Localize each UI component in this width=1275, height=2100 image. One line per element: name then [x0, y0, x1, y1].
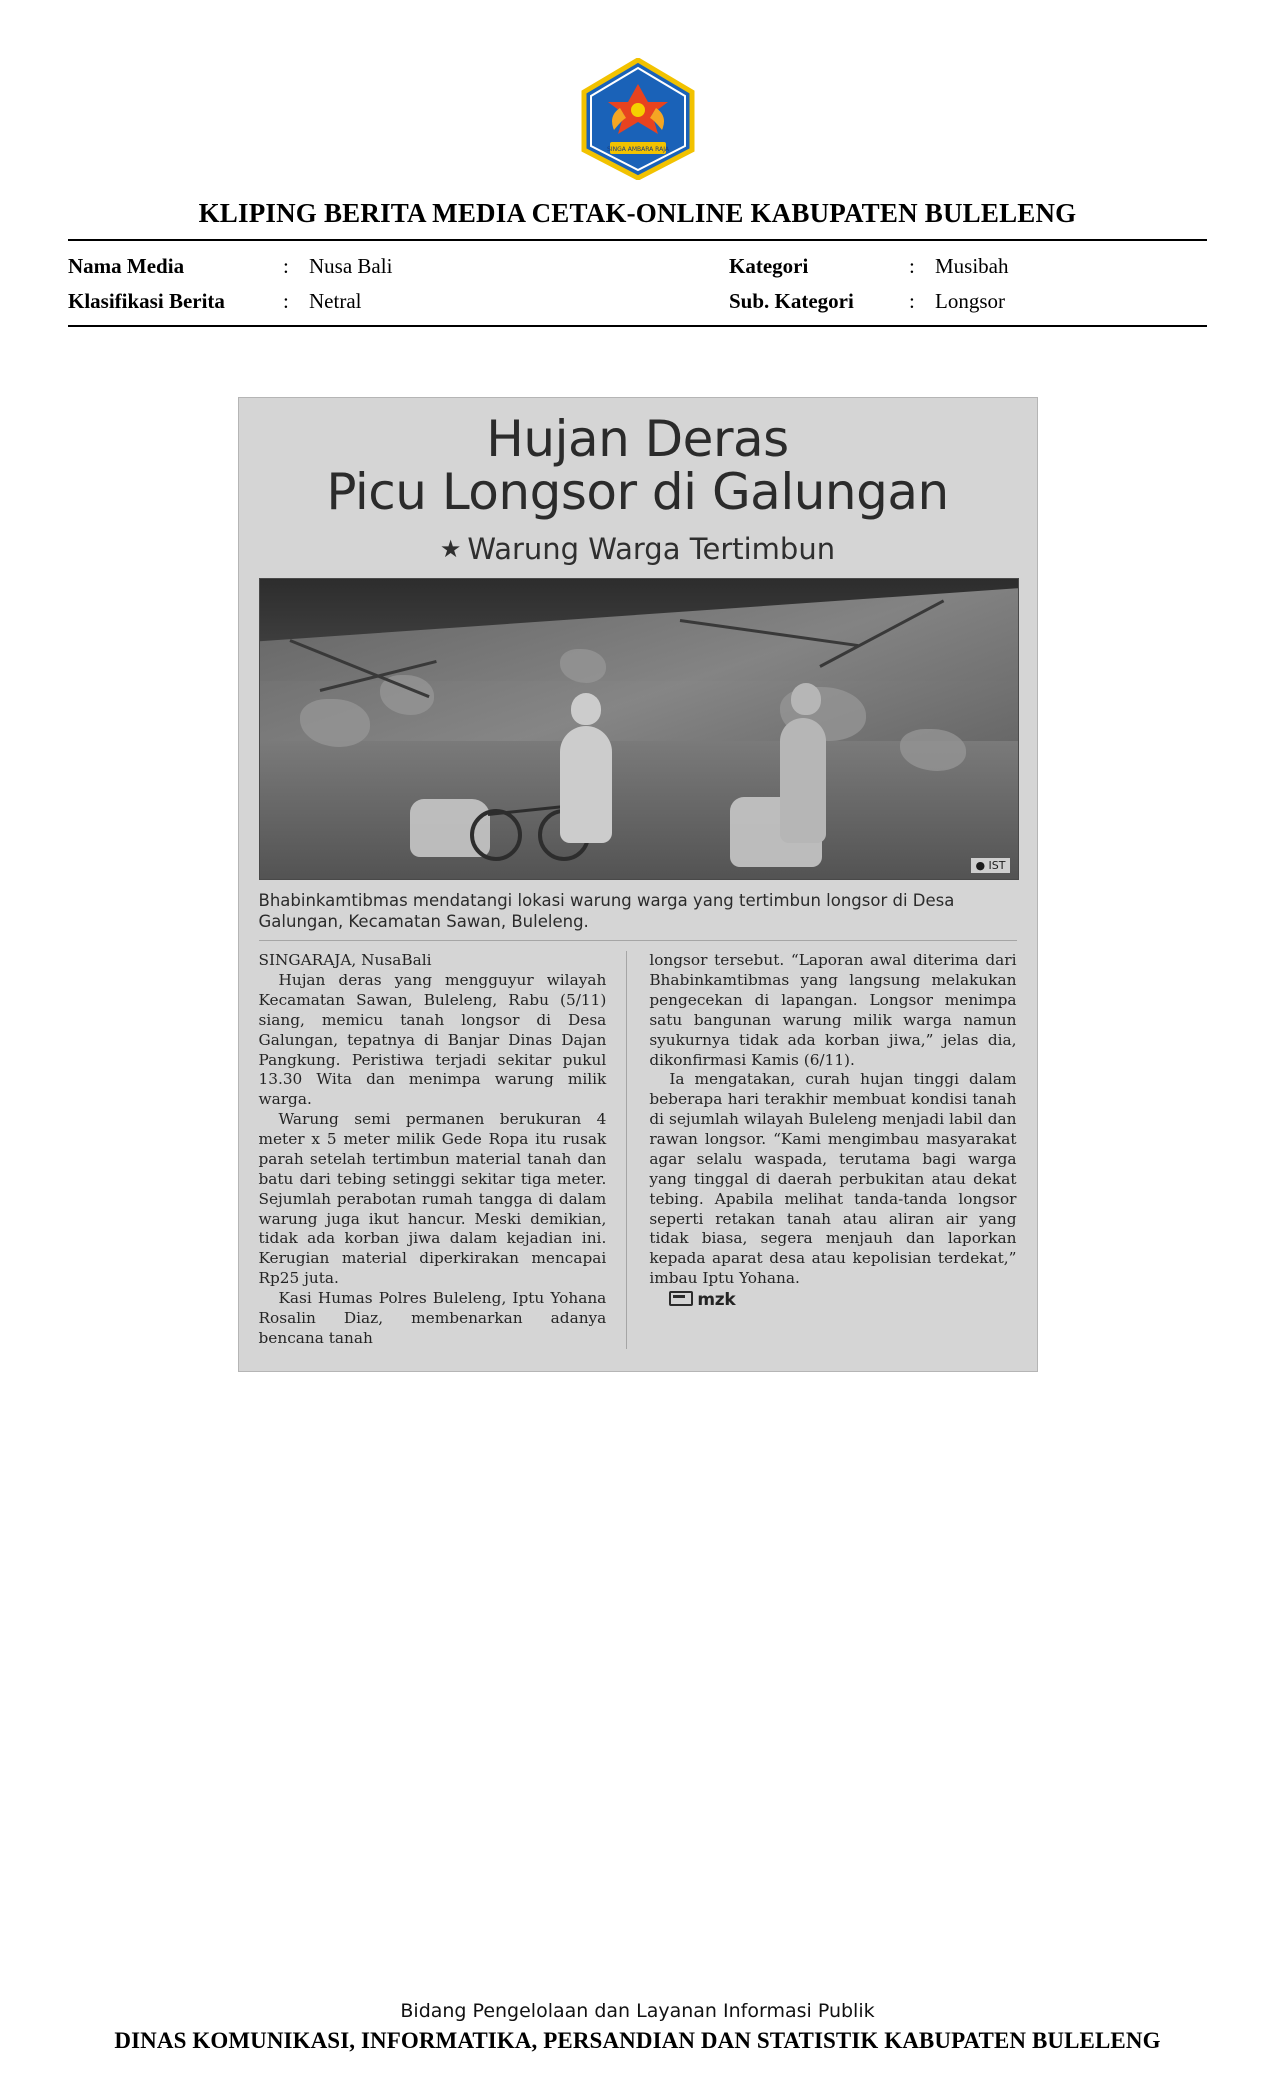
page-footer	[68, 2000, 1207, 2060]
photo-debris	[260, 741, 1018, 879]
clipping-subheadline	[259, 532, 1017, 566]
headline-line-1: Hujan Deras	[486, 410, 789, 468]
newspaper-clipping	[238, 397, 1038, 1372]
article-column-left	[259, 951, 628, 1349]
headline-line-2: Picu Longsor di Galungan	[326, 463, 949, 521]
dateline: SINGARAJA, NusaBali	[258, 951, 432, 970]
classification-value: Netral	[309, 289, 362, 313]
media-value: Nusa Bali	[309, 254, 393, 278]
classification-colon: :	[283, 289, 289, 313]
photo-person-standing	[780, 683, 826, 843]
subcategory-label: Sub. Kategori	[729, 289, 854, 313]
paragraph: Warung semi permanen berukuran 4 meter x 5 meter milik Gede Ropa itu rusak parah setelah tertimbun material tanah dan batu dari tebing setinggi sekitar tiga meter. Sejumlah perabotan rumah tangga di dalam warung juga ikut hancur. Meski demikian, tidak ada korban jiwa dalam kejadian ini. Kerugian material diperkirakan mencapai Rp25 juta.	[258, 1110, 607, 1288]
paragraph: Kasi Humas Polres Buleleng, Iptu Yohana Rosalin Diaz, membenarkan adanya bencana tanah	[258, 1289, 607, 1347]
table-row	[68, 249, 1207, 284]
metadata-table	[68, 249, 1207, 319]
photo-person-raincoat	[560, 693, 612, 843]
byline-line	[649, 1289, 1016, 1311]
article-body	[259, 951, 1017, 1349]
photo-credit: ● IST	[971, 858, 1009, 873]
paragraph: Hujan deras yang mengguyur wilayah Kecamatan Sawan, Buleleng, Rabu (5/11) siang, memicu tanah longsor di Desa Galungan, tepatnya di Banjar Dinas Dajan Pangkung. Peristiwa terjadi sekitar pukul 13.30 Wita dan menimpa warung milik warga.	[258, 971, 607, 1109]
category-colon: :	[909, 254, 915, 278]
clipping-headline	[259, 410, 1017, 521]
subcategory-value: Longsor	[935, 289, 1005, 313]
logo-container	[68, 58, 1207, 180]
footer-agency: DINAS KOMUNIKASI, INFORMATIKA, PERSANDIAN DAN STATISTIK KABUPATEN BULELENG	[114, 2028, 1161, 2053]
page-title: KLIPING BERITA MEDIA CETAK-ONLINE KABUPATEN BULELENG	[198, 198, 1077, 228]
footer-division: Bidang Pengelolaan dan Layanan Informasi Publik	[400, 2000, 875, 2022]
classification-label: Klasifikasi Berita	[68, 289, 225, 313]
clipping-photo	[259, 578, 1019, 880]
photo-caption: Bhabinkamtibmas mendatangi lokasi warung warga yang tertimbun longsor di Desa Galungan, Kecamatan Sawan, Buleleng.	[259, 890, 1017, 941]
svg-text:SINGA AMBARA RAJA: SINGA AMBARA RAJA	[606, 146, 669, 153]
category-label: Kategori	[729, 254, 809, 278]
reporter-icon	[669, 1291, 693, 1306]
article-column-right	[649, 951, 1016, 1349]
category-value: Musibah	[935, 254, 1009, 278]
paragraph: longsor tersebut. “Laporan awal diterima dari Bhabinkamtibmas yang langsung melakukan pengecekan di lapangan. Longsor menimpa satu bangunan warung milik warga namun syukurnya tidak ada korban jiwa,” jelas dia, dikonfirmasi Kamis (6/11).	[649, 951, 1017, 1069]
star-icon: ★	[439, 535, 462, 563]
byline: mzk	[697, 1290, 736, 1311]
title-divider	[68, 239, 1207, 241]
media-label: Nama Media	[68, 254, 185, 278]
table-row	[68, 284, 1207, 319]
subheadline-text: Warung Warga Tertimbun	[467, 532, 836, 566]
clipping-area	[68, 327, 1207, 2000]
paragraph: Ia mengatakan, curah hujan tinggi dalam beberapa hari terakhir membuat kondisi tanah di sejumlah wilayah Buleleng menjadi labil dan rawan longsor. “Kami mengimbau masyarakat agar selalu waspada, terutama bagi warga yang tinggal di daerah perbukitan atau dekat tebing. Apabila melihat tanda-tanda longsor seperti retakan tanah atau aliran air yang tidak biasa, segera menjauh dan laporkan kepada aparat desa atau kepolisian terdekat,” imbau Iptu Yohana.	[649, 1070, 1017, 1288]
buleleng-regency-emblem-icon	[580, 58, 696, 180]
media-colon: :	[283, 254, 289, 278]
subcategory-colon: :	[909, 289, 915, 313]
